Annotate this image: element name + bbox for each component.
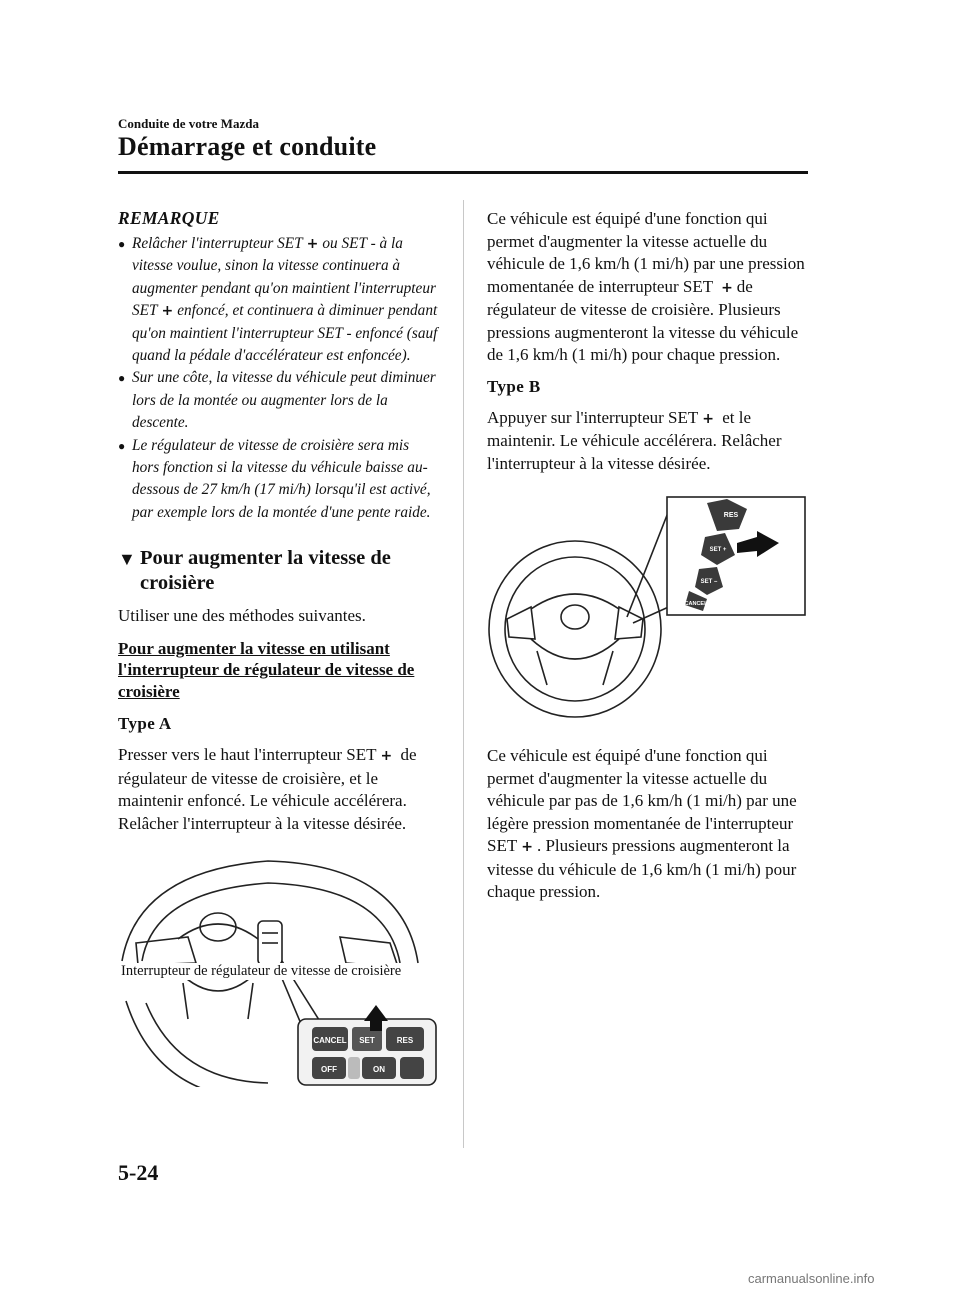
intro-text: Utiliser une des méthodes suivantes. bbox=[118, 606, 366, 626]
page-number: 5-24 bbox=[118, 1160, 159, 1185]
type-b-text bbox=[487, 407, 809, 476]
plus-icon: + bbox=[380, 748, 393, 765]
paragraph-1-b: de régulateur de vitesse de croisière. Plusieurs pressions augmenteront la vitesse du véhicule de 1,6 km/h (1 mi/h) pour chaque pression. bbox=[487, 276, 799, 364]
set-plus-label: SET + bbox=[709, 547, 727, 553]
type-b-label: Type B bbox=[487, 376, 541, 396]
title-rule bbox=[118, 171, 808, 174]
type-a-text-1: Presser vers le haut l'interrupteur SET bbox=[118, 745, 377, 765]
bullet-icon: ● bbox=[118, 237, 126, 251]
type-a-label: Type A bbox=[118, 714, 172, 734]
bullet-icon: ● bbox=[118, 438, 126, 453]
plus-icon: + bbox=[521, 839, 533, 855]
subheading: Pour augmenter la vitesse en utilisant l'interrupteur de régulateur de vitesse de croisière bbox=[118, 638, 415, 701]
steering-wheel-illustration-b bbox=[487, 489, 809, 721]
right-column bbox=[487, 208, 809, 914]
type-a-text bbox=[118, 744, 440, 835]
plus-icon: + bbox=[306, 236, 319, 252]
note-title: REMARQUE bbox=[118, 208, 220, 228]
cancel-label: CANCEL bbox=[313, 1036, 347, 1046]
plus-icon: + bbox=[161, 303, 174, 320]
figure-type-a bbox=[118, 851, 440, 1087]
res-label: RES bbox=[723, 512, 739, 519]
cancel-label: CANCEL bbox=[684, 601, 708, 607]
res-label: RES bbox=[396, 1036, 414, 1046]
note-item bbox=[118, 233, 440, 367]
paragraph-1 bbox=[487, 208, 809, 367]
chapter-title: Démarrage et conduite bbox=[118, 132, 377, 161]
paragraph-1-a: Ce véhicule est équipé d'une fonction qui permet d'augmenter la vitesse actuelle du véhicule de 1,6 km/h (1 mi/h) par une pression momentanée de interrupteur SET bbox=[487, 209, 805, 296]
type-b-text-2: et le maintenir. Le véhicule accélérera. Relâcher l'interrupteur à la vitesse désirée. bbox=[487, 407, 782, 473]
column-divider bbox=[463, 200, 464, 1148]
note-text: ou SET - à la vitesse voulue, sinon la vitesse continuera à augmenter pendant qu'on maintient l'interrupteur SET bbox=[132, 235, 436, 320]
set-minus-label: SET – bbox=[700, 579, 718, 585]
section-heading bbox=[118, 546, 440, 595]
section-heading-text: Pour augmenter la vitesse de croisière bbox=[140, 547, 391, 594]
note-text: Sur une côte, la vitesse du véhicule peut diminuer lors de la montée ou augmenter lors de la descente. bbox=[132, 369, 436, 432]
set-label: SET bbox=[359, 1036, 375, 1046]
bullet-icon: ● bbox=[118, 371, 126, 386]
left-column bbox=[118, 208, 440, 1087]
note-item bbox=[118, 435, 440, 525]
figure-caption: Interrupteur de régulateur de vitesse de croisière bbox=[121, 963, 402, 980]
plus-icon: + bbox=[702, 410, 714, 427]
off-label: OFF bbox=[321, 1065, 337, 1075]
type-a-text-2: de régulateur de vitesse de croisière, et le maintenir enfoncé. Le véhicule accélérera. Relâcher l'interrupteur à la vitesse désirée. bbox=[118, 745, 417, 833]
paragraph-2 bbox=[487, 745, 809, 904]
paragraph-2-a: Ce véhicule est équipé d'une fonction qui permet d'augmenter la vitesse actuelle du véhicule par pas de 1,6 km/h (1 mi/h) par une légère pression momentanée de l'interrupteur SET bbox=[487, 746, 797, 855]
running-head: Conduite de votre Mazda bbox=[118, 116, 259, 131]
plus-icon: + bbox=[721, 279, 733, 296]
paragraph-2-b: . Plusieurs pressions augmenteront la vitesse du véhicule de 1,6 km/h (1 mi/h) pour chaque pression. bbox=[487, 836, 797, 901]
note-list bbox=[118, 233, 440, 524]
note-text: enfoncé, et continuera à diminuer pendant qu'on maintient l'interrupteur SET - enfoncé (sauf quand la pédale d'accélérateur est enfoncée). bbox=[132, 302, 438, 365]
on-label: ON bbox=[373, 1065, 385, 1075]
figure-type-b bbox=[487, 489, 809, 721]
type-b-text-1: Appuyer sur l'interrupteur SET bbox=[487, 407, 699, 427]
note-item bbox=[118, 367, 440, 434]
footer-site: carmanualsonline.info bbox=[748, 1271, 875, 1286]
note-text: Le régulateur de vitesse de croisière sera mis hors fonction si la vitesse du véhicule baisse au-dessous de 27 km/h (17 mi/h) lorsqu'il est activé, par exemple lors de la montée d'une pente raide. bbox=[132, 436, 431, 521]
triangle-icon: ▼ bbox=[118, 549, 136, 570]
note-text: Relâcher l'interrupteur SET bbox=[132, 235, 303, 252]
